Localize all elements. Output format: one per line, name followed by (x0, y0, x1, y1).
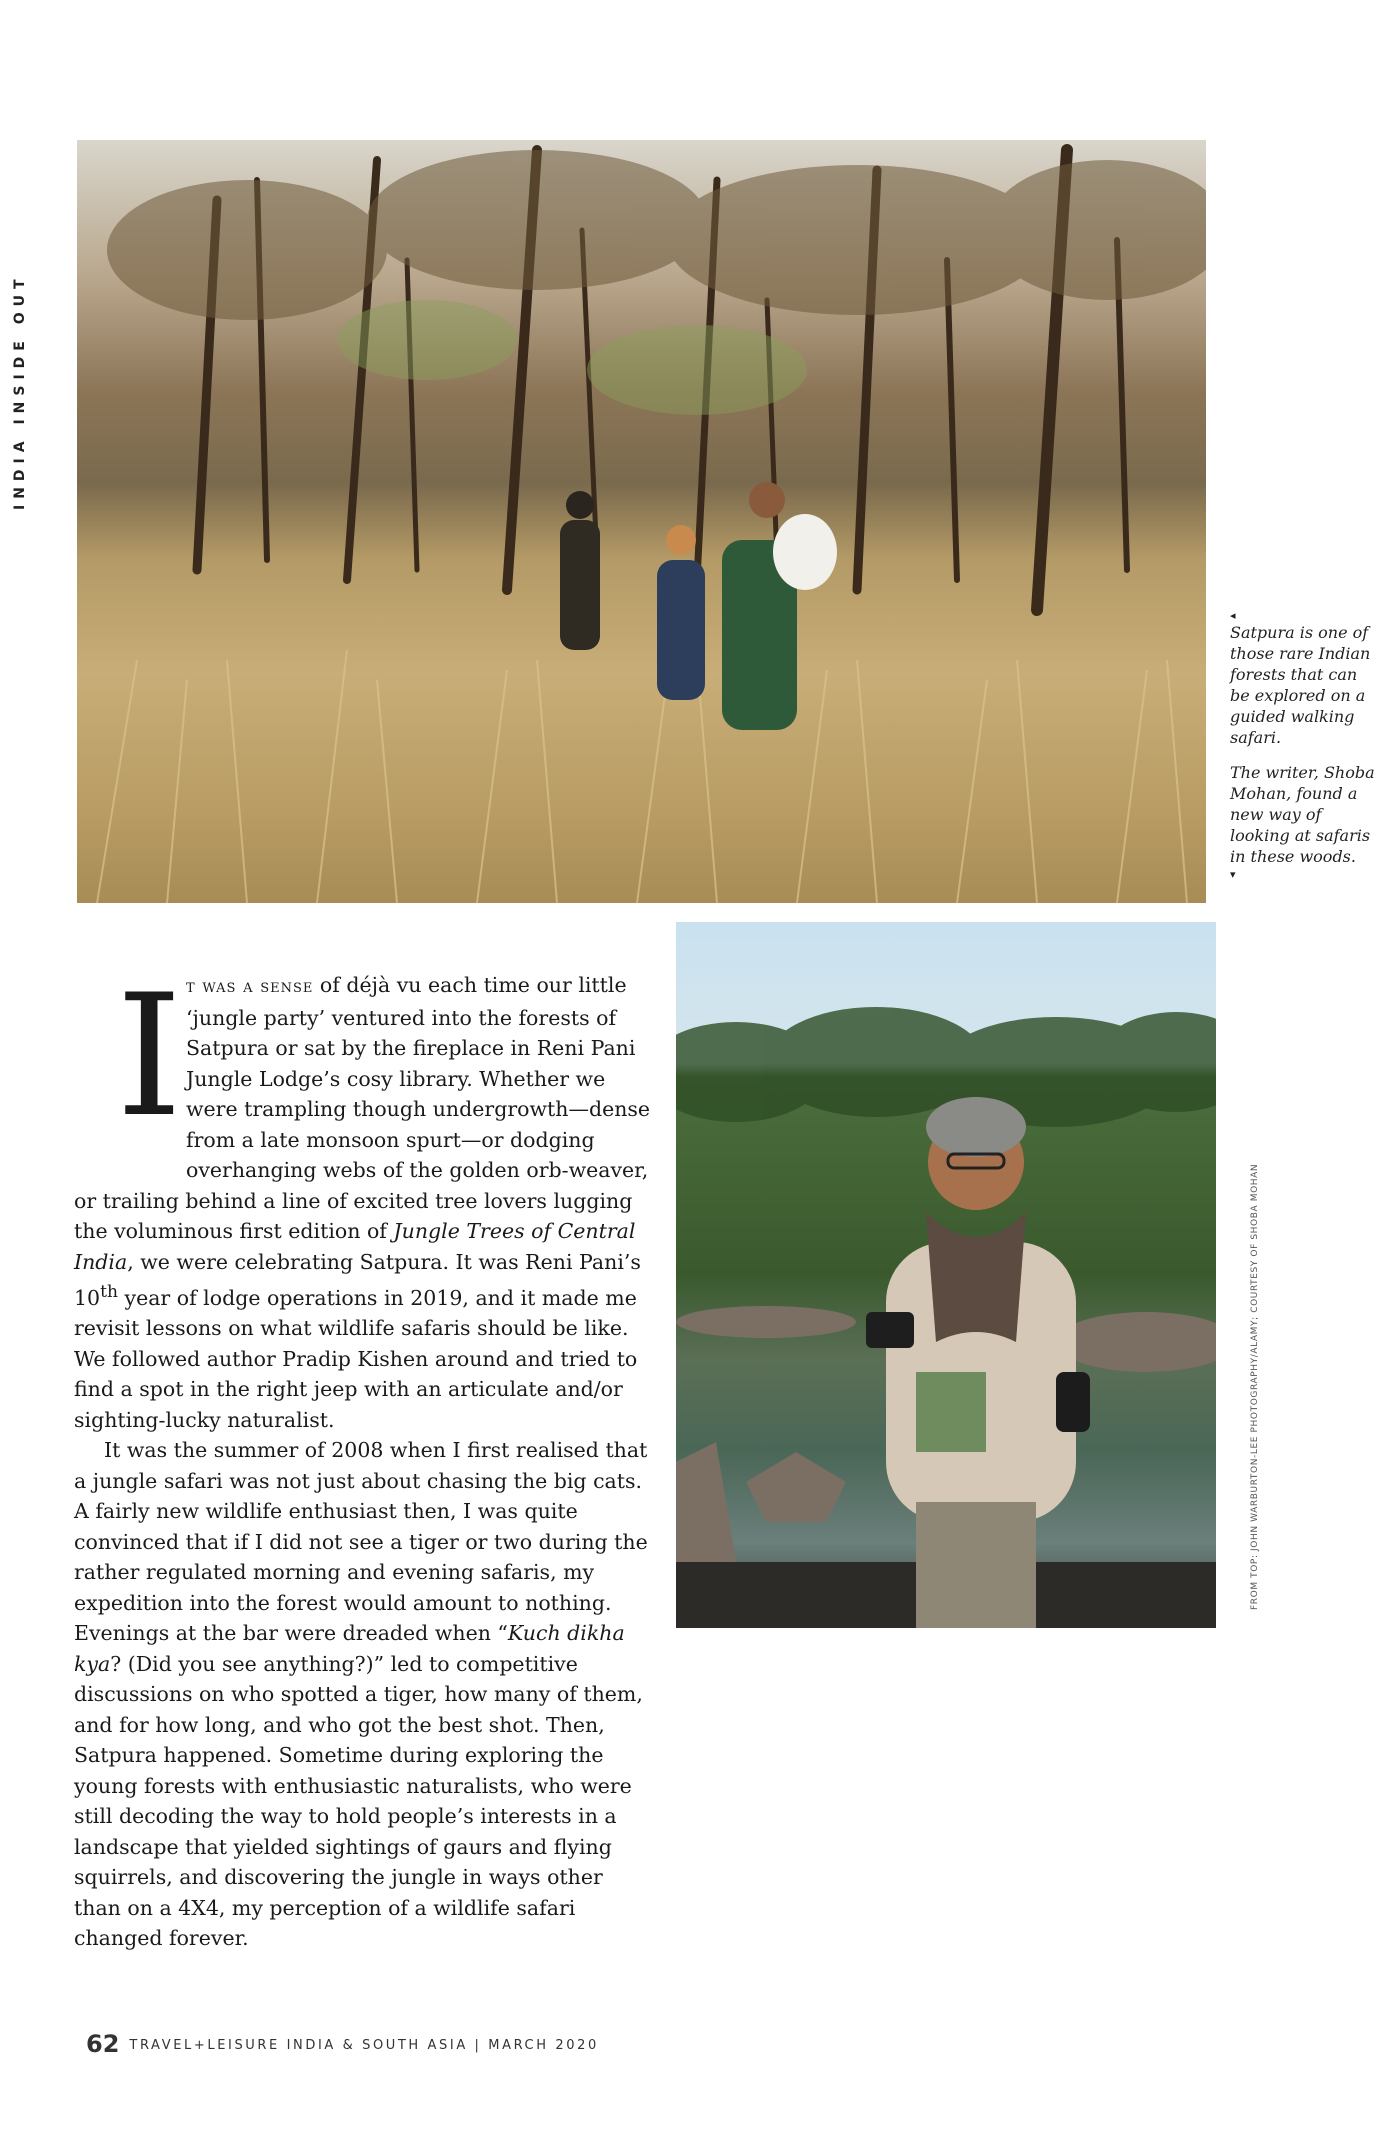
drop-cap: I (116, 958, 183, 1154)
writer-portrait-photo (676, 922, 1216, 1628)
caption-arrow-up-icon: ◂ (1230, 609, 1236, 622)
para1-text-a: of déjà vu each time our little ‘jungle party’ ventured into the forests of Satpura or sat by the fireplace in Reni Pani Jungle Lodge’s cosy library. Whether we were trampling though undergrowth—dense from a late monsoon spurt—or dodging overhanging webs of the golden orb-weaver, or trailing behind a line of excited tree lovers lugging the voluminous first edition of (74, 973, 651, 1243)
book-title: Jungle Trees of Central India (74, 1219, 636, 1274)
caption-first: Satpura is one of those rare Indian forests that can be explored on a guided walking safari. (1230, 623, 1371, 747)
para1-text-b: , we were celebrating Satpura. It was Reni Pani’s 10 (74, 1249, 641, 1310)
forest-walking-safari-photo (77, 140, 1206, 903)
caption-second: The writer, Shoba Mohan, found a new way of looking at safaris in these woods. (1230, 763, 1375, 866)
para2-text-a: It was the summer of 2008 when I first realised that a jungle safari was not just about chasing the big cats. A fairly new wildlife enthusiast then, I was quite convinced that if I did not see a tiger or two during the rather regulated morning and evening safaris, my expedition into the forest would amount to nothing. Evenings at the bar were dreaded when “ (74, 1438, 648, 1646)
para1-text-c: year of lodge operations in 2019, and it made me revisit lessons on what wildlife safaris should be like. We followed author Pradip Kishen around and tried to find a spot in the right jeep with an articulate and/or sighting-lucky naturalist. (74, 1285, 638, 1432)
publication-line: TRAVEL+LEISURE INDIA & SOUTH ASIA | MARCH 2020 (129, 2038, 599, 2053)
article-body (74, 958, 654, 1954)
article-paragraph-2 (74, 1435, 654, 1954)
forest-illustration (77, 140, 1206, 903)
photo-caption (1230, 610, 1380, 881)
page-number: 62 (86, 2030, 120, 2058)
article-paragraph-1 (74, 958, 654, 1435)
para2-text-b: ? (Did you see anything?)” led to competitive discussions on who spotted a tiger, how many of them, and for how long, and who got the best shot. Then, Satpura happened. Sometime during exploring the young forests with enthusiastic naturalists, who were still decoding the way to hold people’s interests in a landscape that yielded sightings of gaurs and flying squirrels, and discovering the jungle in ways other than on a 4X4, my perception of a wildlife safari changed forever. (74, 1651, 643, 1951)
lake-portrait-illustration (676, 922, 1216, 1628)
ordinal-suffix: th (100, 1282, 118, 1302)
photo-credit: FROM TOP: JOHN WARBURTON-LEE PHOTOGRAPHY/ALAMY; COURTESY OF SHOBA MOHAN (1250, 1163, 1260, 1610)
lead-in: t was a sense (186, 976, 314, 997)
caption-arrow-down-icon: ▾ (1230, 868, 1236, 881)
hindi-phrase: Kuch dikha kya (74, 1621, 625, 1676)
page-footer (86, 2030, 599, 2058)
section-tag: INDIA INSIDE OUT (12, 273, 28, 510)
